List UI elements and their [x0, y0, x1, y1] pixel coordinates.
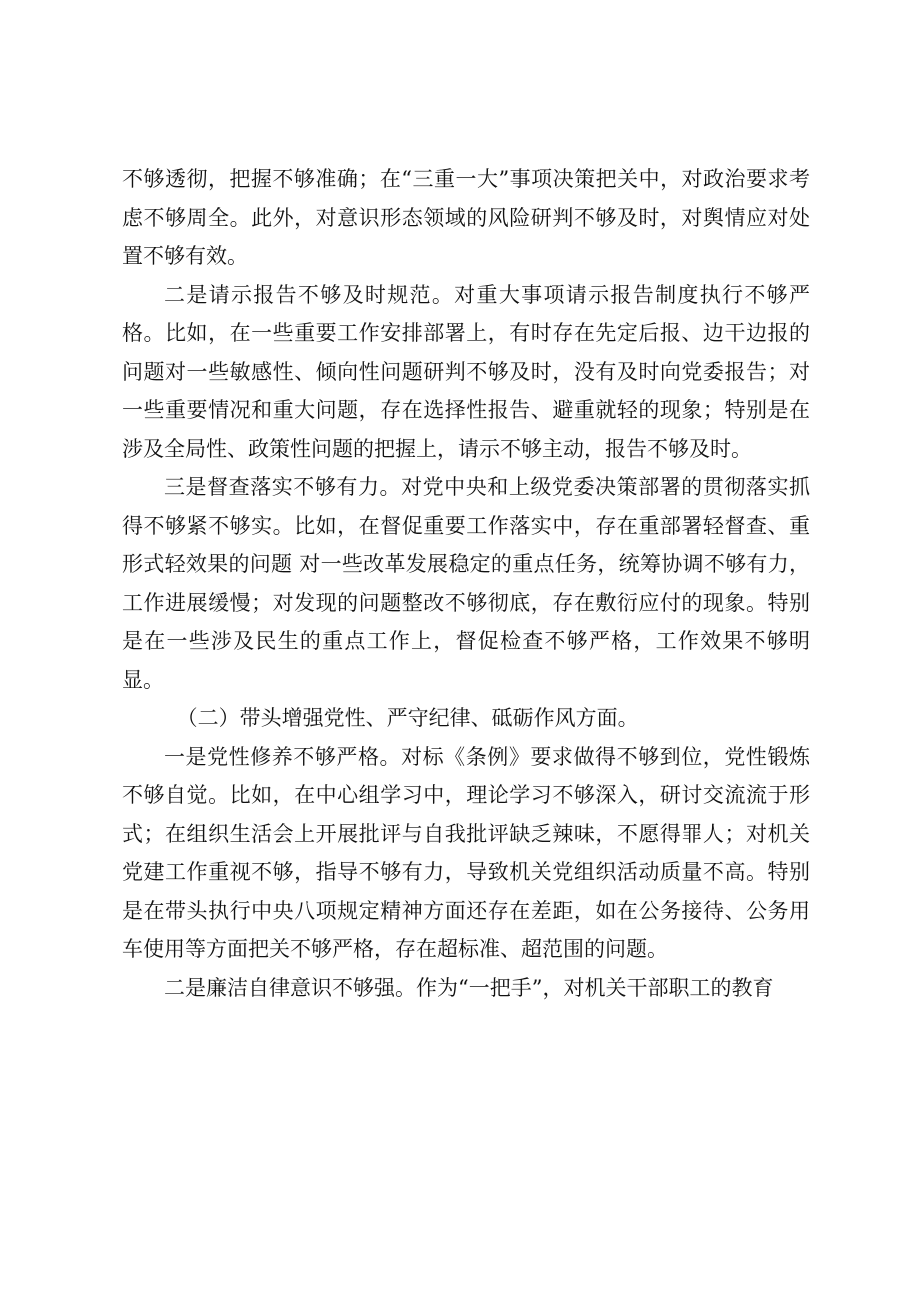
paragraph-continuation: 不够透彻，把握不够准确；在“三重一大”事项决策把关中，对政治要求考虑不够周全。此外，对意识形态领域的风险研判不够及时，对舆情应对处置不够有效。	[122, 167, 810, 268]
document-body	[122, 160, 810, 1007]
paragraph-party-spirit: 一是党性修养不够严格。对标《条例》要求做得不够到位，党性锻炼不够自觉。比如，在中心组学习中，理论学习不够深入，研讨交流流于形式；在组织生活会上开展批评与自我批评缺乏辣味，不愿得罪人；对机关党建工作重视不够，指导不够有力，导致机关党组织活动质量不高。特别是在带头执行中央八项规定精神方面还存在差距，如在公务接待、公务用车使用等方面把关不够严格，存在超标准、超范围的问题。	[122, 744, 810, 961]
section-heading: （二）带头增强党性、严守纪律、砥砺作风方面。	[176, 706, 639, 730]
paragraph-supervision: 三是督查落实不够有力。对党中央和上级党委决策部署的贯彻落实抓得不够紧不够实。比如，在督促重要工作落实中，存在重部署轻督查、重形式轻效果的问题 对一些改革发展稳定的重点任务，统筹协调不够有力，工作进展缓慢；对发现的问题整改不够彻底，存在敷衍应付的现象。特别是在一些涉及民生的重点工作上，督促检查不够严格，工作效果不够明显。	[122, 475, 810, 692]
paragraph-integrity: 二是廉洁自律意识不够强。作为“一把手”，对机关干部职工的教育	[164, 975, 774, 1000]
paragraph-reporting: 二是请示报告不够及时规范。对重大事项请示报告制度执行不够严格。比如，在一些重要工作安排部署上，有时存在先定后报、边干边报的问题对一些敏感性、倾向性问题研判不够及时，没有及时向党委报告；对一些重要情况和重大问题，存在选择性报告、避重就轻的现象；特别是在涉及全局性、政策性问题的把握上，请示不够主动，报告不够及时。	[122, 282, 810, 461]
